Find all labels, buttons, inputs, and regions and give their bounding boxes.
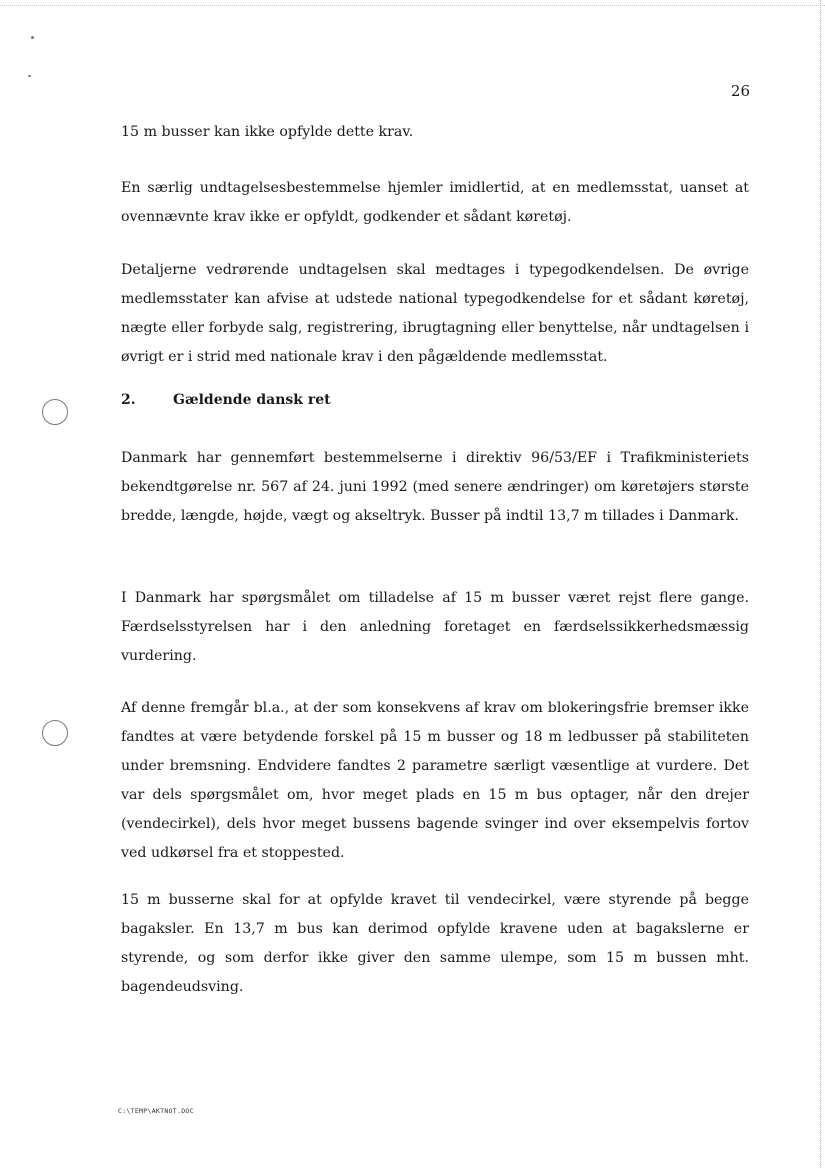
- section-number: 2.: [121, 392, 136, 408]
- paragraph: Af denne fremgår bl.a., at der som konsekvens af krav om blokeringsfrie bremser ikke fandtes at være betydende forskel på 15 m busser og 18 m ledbusser på stabiliteten under bremsning. Endvidere fandtes 2 parametre særligt væsentlige at vurdere. Det var dels spørgsmålet om, hvor meget plads en 15 m bus optager, når den drejer (vendecirkel), dels hvor meget bussens bagende svinger ind over eksempelvis fortov ved udkørsel fra et stoppested.: [121, 700, 749, 861]
- paragraph: Detaljerne vedrørende undtagelsen skal medtages i typegodkendelsen. De øvrige medlemsstater kan afvise at udstede national typegodkendelse for et sådant køretøj, nægte eller forbyde salg, registrering, ibrugtagning eller benyttelse, når undtagelsen i øvrigt er i strid med nationale krav i den pågældende medlemsstat.: [121, 262, 749, 365]
- paragraph: I Danmark har spørgsmålet om tilladelse af 15 m busser været rejst flere gange. Færdselsstyrelsen har i den anledning foretaget en færdselssikkerhedsmæssig vurdering.: [121, 590, 749, 664]
- footer-file-path: C:\TEMP\AKTNOT.DOC: [118, 1107, 194, 1115]
- scan-speck: [28, 75, 31, 77]
- punch-hole: [42, 720, 68, 746]
- paragraph: 15 m busserne skal for at opfylde kravet til vendecirkel, være styrende på begge bagaksler. En 13,7 m bus kan derimod opfylde kravene uden at bagakslerne er styrende, og som derfor ikke giver den samme ulempe, som 15 m bussen mht. bagendeudsving.: [121, 892, 749, 995]
- scan-edge-top: [0, 5, 825, 7]
- scan-speck: [31, 36, 34, 39]
- paragraph: En særlig undtagelsesbestemmelse hjemler imidlertid, at en medlemsstat, uanset at ovennævnte krav ikke er opfyldt, godkender et sådant køretøj.: [121, 180, 749, 225]
- page-number: 26: [730, 82, 750, 100]
- scan-edge-right: [819, 0, 821, 1168]
- paragraph: Danmark har gennemført bestemmelserne i direktiv 96/53/EF i Trafikministeriets bekendtgørelse nr. 567 af 24. juni 1992 (med senere ændringer) om køretøjers største bredde, længde, højde, vægt og akseltryk. Busser på indtil 13,7 m tillades i Danmark.: [121, 450, 749, 524]
- punch-hole: [42, 399, 68, 425]
- section-title: Gældende dansk ret: [173, 392, 331, 408]
- section-heading: [121, 392, 331, 408]
- paragraph: 15 m busser kan ikke opfylde dette krav.: [121, 124, 414, 140]
